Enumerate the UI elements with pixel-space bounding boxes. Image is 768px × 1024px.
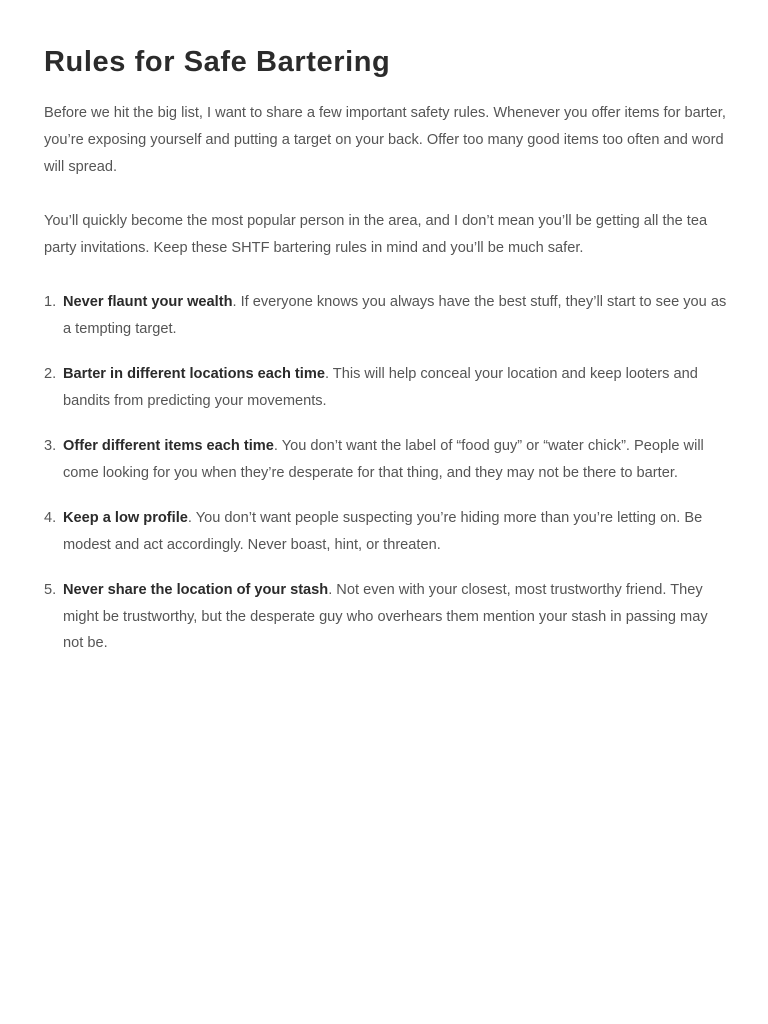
rule-text: . If everyone knows you always have the best stuff, they’ll start to see you as a tempting target. <box>63 294 727 337</box>
rule-heading: Barter in different locations each time <box>63 366 325 382</box>
list-item <box>44 433 728 486</box>
list-item <box>44 289 728 342</box>
list-number: 1. <box>44 294 57 310</box>
list-number: 4. <box>44 510 57 526</box>
list-item <box>44 505 728 558</box>
article-title: Rules for Safe Bartering <box>44 46 391 78</box>
rule-heading: Keep a low profile <box>63 510 188 526</box>
list-item <box>44 361 728 414</box>
rule-heading: Offer different items each time <box>63 438 274 454</box>
list-number: 3. <box>44 438 57 454</box>
rule-text: . Not even with your closest, most trustworthy friend. They might be trustworthy, but the desperate guy who overhears them mention your stash in passing may not be. <box>63 582 708 651</box>
rule-heading: Never flaunt your wealth <box>63 294 233 310</box>
rules-list <box>44 289 728 657</box>
list-item <box>44 577 728 657</box>
rule-text: . You don’t want people suspecting you’re hiding more than you’re letting on. Be modest and act accordingly. Never boast, hint, or threaten. <box>63 510 703 553</box>
rule-text: . You don’t want the label of “food guy” or “water chick”. People will come looking for you when they’re desperate for that thing, and they may not be there to barter. <box>63 438 704 481</box>
rule-text: . This will help conceal your location and keep looters and bandits from predicting your movements. <box>63 366 698 409</box>
list-number: 5. <box>44 582 57 598</box>
intro-paragraph: You’ll quickly become the most popular person in the area, and I don’t mean you’ll be getting all the tea party invitations. Keep these SHTF bartering rules in mind and you’ll be much safer. <box>44 213 708 256</box>
intro-paragraph: Before we hit the big list, I want to share a few important safety rules. Whenever you offer items for barter, you’re exposing yourself and putting a target on your back. Offer too many good items too often and word will spread. <box>44 105 726 175</box>
rule-heading: Never share the location of your stash <box>63 582 329 598</box>
list-number: 2. <box>44 366 57 382</box>
